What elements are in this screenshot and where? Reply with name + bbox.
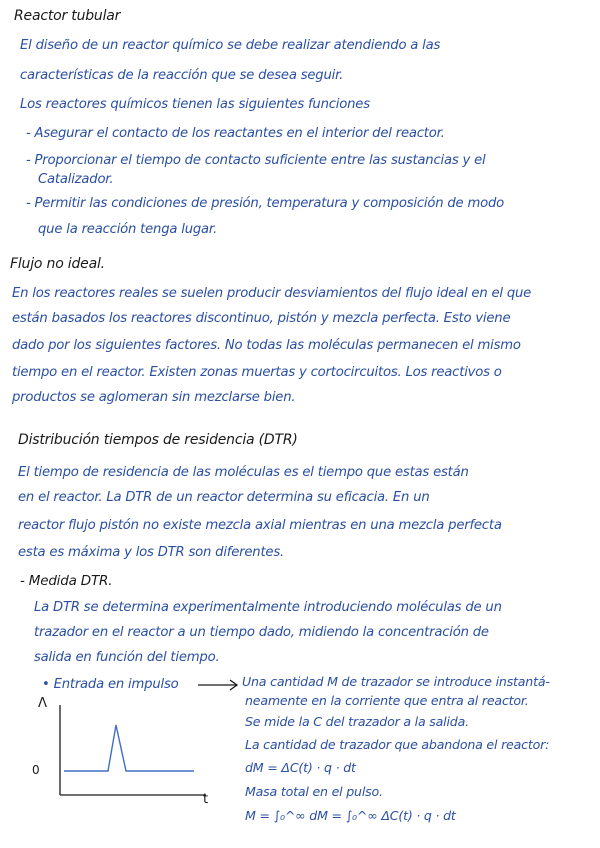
- bullet-item: - Asegurar el contacto de los reactantes en el interior del reactor.: [26, 126, 445, 141]
- paragraph-line: El diseño de un reactor químico se debe realizar atendiendo a las: [20, 38, 441, 53]
- bullet-item: - Proporcionar el tiempo de contacto suficiente entre las sustancias y el: [26, 153, 486, 168]
- paragraph-line: reactor flujo pistón no existe mezcla axial mientras en una mezcla perfecta: [18, 518, 502, 533]
- paragraph-line: tiempo en el reactor. Existen zonas muertas y cortocircuitos. Los reactivos o: [12, 365, 502, 380]
- paragraph-line: esta es máxima y los DTR son diferentes.: [18, 545, 284, 560]
- section-title-dtr: Distribución tiempos de residencia (DTR): [18, 432, 298, 448]
- x-axis-label: t: [203, 792, 208, 807]
- impulse-description-line: Una cantidad M de trazador se introduce instantá-: [242, 674, 550, 689]
- paragraph-line: La DTR se determina experimentalmente introduciendo moléculas de un: [34, 600, 502, 615]
- paragraph-line: En los reactores reales se suelen producir desviamientos del flujo ideal en el que: [12, 286, 532, 301]
- impulse-description-line: neamente en la corriente que entra al reactor.: [245, 693, 529, 708]
- section-title-reactor-tubular: Reactor tubular: [14, 8, 121, 24]
- paragraph-line: salida en función del tiempo.: [34, 650, 220, 665]
- formula-m-integral: M = ∫₀^∞ dM = ∫₀^∞ ΔC(t) · q · dt: [245, 808, 456, 823]
- paragraph-line: trazador en el reactor a un tiempo dado, midiendo la concentración de: [34, 625, 489, 640]
- arrow-icon: [196, 676, 242, 694]
- zero-label: 0: [32, 763, 40, 777]
- impulse-diagram: [24, 695, 224, 815]
- paragraph-line: en el reactor. La DTR de un reactor determina su eficacia. En un: [18, 490, 430, 505]
- subtitle-medida-dtr: - Medida DTR.: [20, 573, 113, 589]
- bullet-item: - Permitir las condiciones de presión, temperatura y composición de modo: [26, 196, 505, 211]
- formula-dm: dM = ΔC(t) · q · dt: [245, 760, 356, 775]
- impulse-label: • Entrada en impulso: [42, 677, 179, 692]
- y-axis-label: Λ: [38, 696, 47, 711]
- impulse-description-line: Se mide la C del trazador a la salida.: [245, 714, 469, 729]
- paragraph-line: El tiempo de residencia de las moléculas es el tiempo que estas están: [18, 465, 469, 480]
- bullet-item-continuation: Catalizador.: [38, 172, 114, 187]
- paragraph-line: están basados los reactores discontinuo, pistón y mezcla perfecta. Esto viene: [12, 311, 511, 326]
- bullet-item-continuation: que la reacción tenga lugar.: [38, 222, 217, 237]
- impulse-description-line: Masa total en el pulso.: [245, 784, 383, 799]
- paragraph-line: Los reactores químicos tienen las siguientes funciones: [20, 97, 370, 112]
- paragraph-line: dado por los siguientes factores. No todas las moléculas permanecen el mismo: [12, 338, 521, 353]
- paragraph-line: características de la reacción que se desea seguir.: [20, 68, 344, 83]
- impulse-curve: [64, 725, 194, 771]
- paragraph-line: productos se aglomeran sin mezclarse bien.: [12, 390, 296, 405]
- impulse-description-line: La cantidad de trazador que abandona el reactor:: [245, 737, 550, 752]
- section-title-flujo-no-ideal: Flujo no ideal.: [10, 256, 105, 272]
